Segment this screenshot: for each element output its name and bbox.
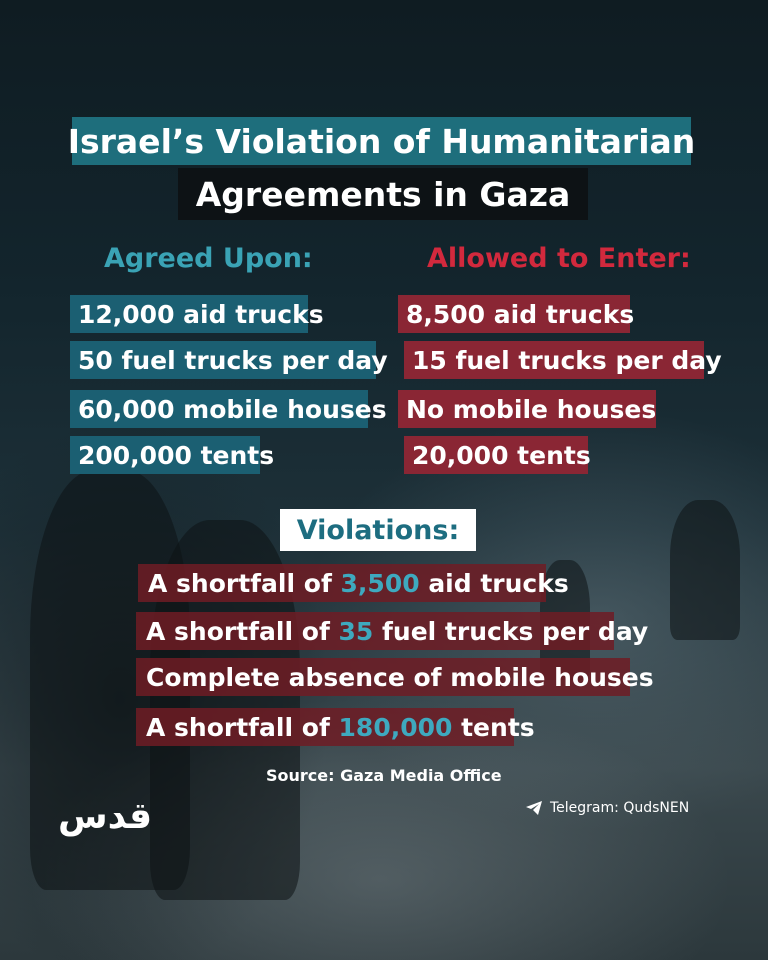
violation-item	[136, 658, 654, 696]
quds-logo: قدس	[58, 796, 153, 837]
agreed-item: 50 fuel trucks per day	[70, 341, 376, 379]
violation-item	[136, 708, 535, 746]
source-credit: Source: Gaza Media Office	[266, 766, 502, 785]
agreed-item: 12,000 aid trucks	[70, 295, 308, 333]
violation-number: 3,500	[340, 568, 420, 598]
background-figure	[670, 500, 740, 640]
telegram-handle	[526, 800, 689, 816]
title-line-1: Israel’s Violation of Humanitarian	[72, 117, 691, 165]
violation-item	[136, 612, 649, 650]
violation-prefix: A shortfall of	[146, 712, 339, 742]
telegram-icon	[526, 801, 542, 815]
violation-suffix: tents	[452, 712, 535, 742]
violation-prefix: A shortfall of	[146, 616, 339, 646]
violation-number: 180,000	[338, 712, 453, 742]
violations-heading: Violations:	[280, 509, 476, 551]
violation-prefix: A shortfall of	[148, 568, 341, 598]
agreed-item: 60,000 mobile houses	[70, 390, 368, 428]
violation-number: 35	[338, 616, 374, 646]
agreed-item: 200,000 tents	[70, 436, 260, 474]
violation-suffix: aid trucks	[419, 568, 569, 598]
agreed-upon-heading: Agreed Upon:	[104, 243, 313, 274]
allowed-to-enter-heading: Allowed to Enter:	[427, 243, 691, 274]
allowed-item: No mobile houses	[398, 390, 656, 428]
telegram-label: Telegram: QudsNEN	[550, 800, 690, 816]
allowed-item: 20,000 tents	[404, 436, 588, 474]
violation-suffix: fuel trucks per day	[373, 616, 649, 646]
allowed-item: 15 fuel trucks per day	[404, 341, 704, 379]
allowed-item: 8,500 aid trucks	[398, 295, 630, 333]
violation-item	[138, 564, 569, 602]
violation-text: Complete absence of mobile houses	[146, 662, 654, 692]
title-line-2: Agreements in Gaza	[178, 168, 588, 220]
